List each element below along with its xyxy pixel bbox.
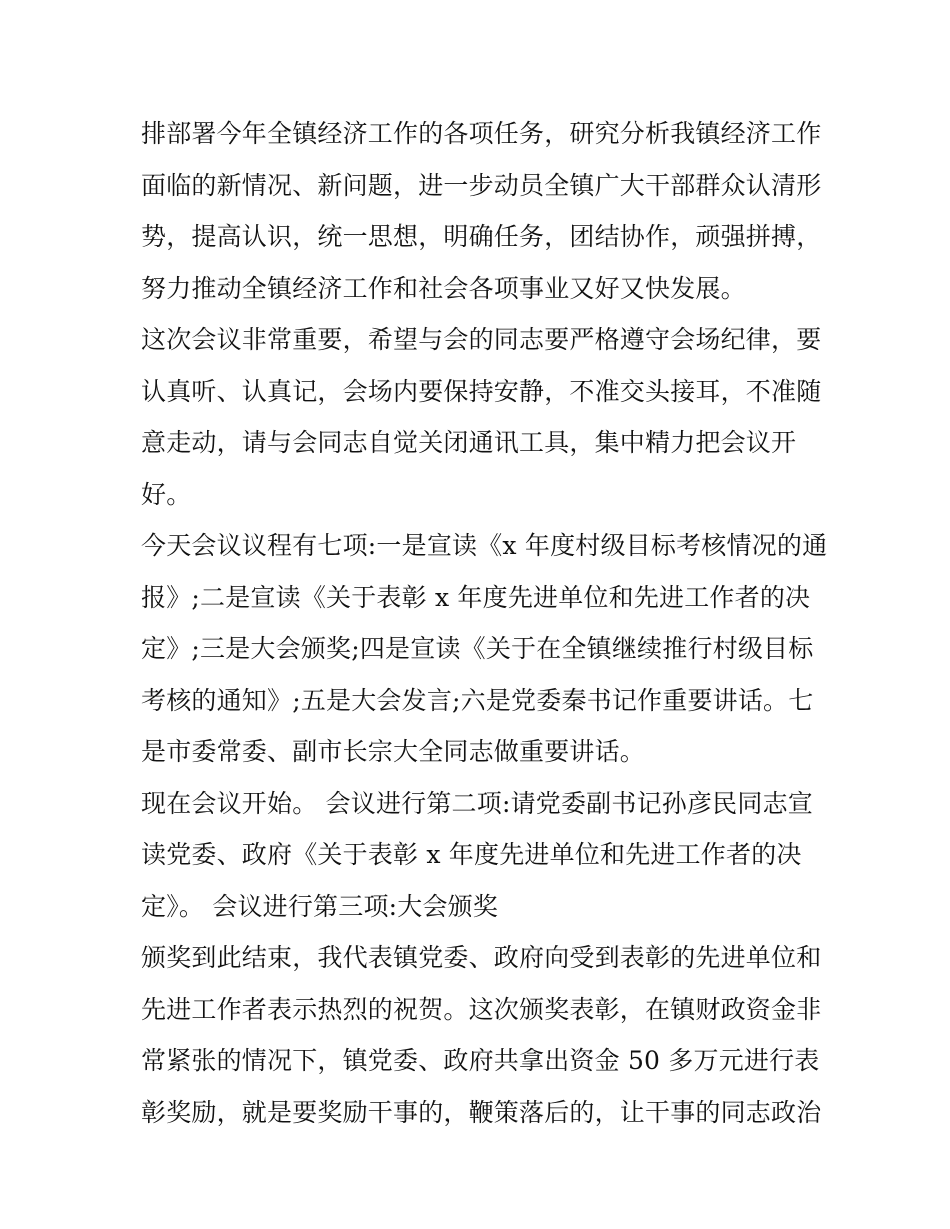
text-line: 定》;三是大会颁奖;四是宣读《关于在全镇继续推行村级目标 (141, 634, 814, 663)
text-line: 报》;二是宣读《关于表彰 x 年度先进单位和先进工作者的决 (141, 582, 811, 612)
paragraph-4 (141, 778, 821, 933)
text-line: 考核的通知》;五是大会发言;六是党委秦书记作重要讲话。七 (141, 685, 814, 715)
text-line: 是市委常委、副市长宗大全同志做重要讲话。 (141, 737, 646, 766)
text-line: 面临的新情况、新问题，进一步动员全镇广大干部群众认清形 (141, 170, 822, 200)
document-body (141, 108, 828, 1138)
text-line: 颁奖到此结束，我代表镇党委、政府向受到表彰的先进单位和 (141, 943, 822, 972)
text-line: 这次会议非常重要，希望与会的同志要严格遵守会场纪律，要 (141, 325, 822, 354)
paragraph-1 (141, 108, 821, 314)
text-line: 势，提高认识，统一思想，明确任务，团结协作，顽强拼搏， (141, 222, 822, 251)
text-line: 现在会议开始。 会议进行第二项:请党委副书记孙彦民同志宣 (141, 788, 813, 818)
text-line: 读党委、政府《关于表彰 x 年度先进单位和先进工作者的决 (141, 840, 802, 869)
text-line: 先进工作者表示热烈的祝贺。这次颁奖表彰，在镇财政资金非 (141, 994, 822, 1024)
paragraph-2 (141, 314, 821, 520)
text-line: 今天会议议程有七项:一是宣读《x 年度村级目标考核情况的通 (141, 531, 828, 560)
text-line: 努力推动全镇经济工作和社会各项事业又好又快发展。 (141, 273, 746, 303)
paragraph-3 (141, 520, 828, 778)
text-line: 常紧张的情况下，镇党委、政府共拿出资金 50 多万元进行表 (141, 1046, 820, 1075)
text-line: 好。 (141, 479, 192, 509)
paragraph-5 (141, 932, 821, 1138)
text-line: 定》。 会议进行第三项:大会颁奖 (141, 891, 499, 921)
text-line: 认真听、认真记，会场内要保持安静，不准交头接耳，不准随 (141, 376, 822, 406)
text-line: 彰奖励，就是要奖励干事的，鞭策落后的，让干事的同志政治 (141, 1097, 822, 1127)
text-line: 意走动，请与会同志自觉关闭通讯工具，集中精力把会议开 (141, 428, 797, 457)
text-line: 排部署今年全镇经济工作的各项任务，研究分析我镇经济工作 (141, 119, 822, 148)
